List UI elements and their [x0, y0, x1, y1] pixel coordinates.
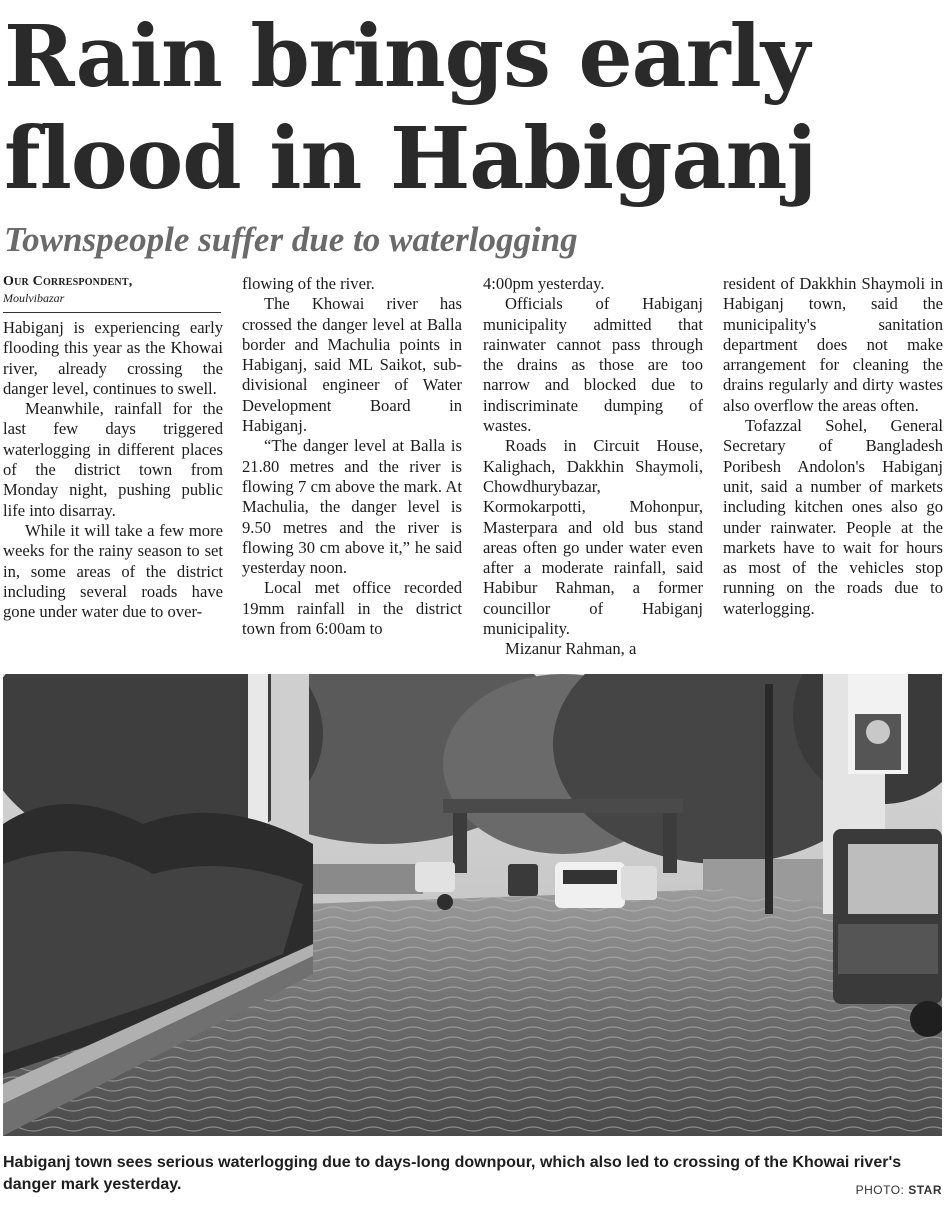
- headline: Rain brings early flood in Habiganj: [4, 7, 817, 209]
- paragraph: The Khowai river has crossed the danger level at Balla border and Machulia points in Habiganj, said ML Saikot, sub-divisional engineer of Water Development Board in Habiganj.: [242, 294, 462, 436]
- photo-credit-source: STAR: [908, 1183, 942, 1197]
- paragraph: 4:00pm yesterday.: [483, 274, 605, 293]
- paragraph: Meanwhile, rainfall for the last few days triggered waterlogging in different places of the district town from Monday night, pushing public life into disarray.: [3, 399, 223, 520]
- paragraph: Tofazzal Sohel, General Secretary of Bangladesh Poribesh Andolon's Habiganj unit, said a number of markets including kitchen ones also go under rainwater. People at the markets have to wait for hours as most of the vehicles stop running on the roads due to waterlogging.: [723, 416, 943, 618]
- paragraph: Roads in Circuit House, Kalighach, Dakkhin Shaymoli, Chowdhurybazar, Kormokarpotti, Mohonpur, Masterpara and old bus stand areas often go under water even after a moderate rainfall, said Habibur Rahman, a former councillor of Habiganj municipality.: [483, 436, 703, 639]
- photo-caption: Habiganj town sees serious waterlogging due to days-long downpour, which also led to crossing of the Khowai river's danger mark yesterday.: [3, 1154, 902, 1193]
- paragraph: flowing of the river.: [242, 274, 375, 293]
- news-photo: [3, 674, 942, 1136]
- paragraph: resident of Dakkhin Shaymoli in Habiganj town, said the municipality's sanitation department does not make arrangement for cleaning the drains regularly and dirty wastes also overflow the areas often.: [723, 274, 943, 415]
- article-column-3: [483, 274, 703, 662]
- photo-credit-label: PHOTO:: [855, 1183, 905, 1197]
- flooded-street-photo: [3, 674, 942, 1136]
- byline: Our Correspondent,: [3, 274, 133, 289]
- photo-credit: [856, 1183, 942, 1197]
- paragraph: Local met office recorded 19mm rainfall in the district town from 6:00am to: [242, 578, 462, 639]
- byline-divider: [3, 312, 221, 313]
- article-column-1: [3, 274, 223, 662]
- paragraph: Habiganj is experiencing early flooding this year as the Khowai river, already crossing the danger level, continues to swell.: [3, 318, 223, 398]
- paragraph: Mizanur Rahman, a: [505, 639, 637, 659]
- paragraph: “The danger level at Balla is 21.80 metres and the river is flowing 7 cm above the mark. At Machulia, the danger level is 9.50 metres and the river is flowing 30 cm above it,” he said yesterday noon.: [242, 436, 462, 578]
- subheadline: Townspeople suffer due to waterlogging: [4, 220, 578, 259]
- dateline: Moulvibazar: [3, 291, 65, 305]
- paragraph: Officials of Habiganj municipality admitted that rainwater cannot pass through the drains as those are too narrow and blocked due to indiscriminate dumping of wastes.: [483, 294, 703, 436]
- article-column-2: [242, 274, 462, 662]
- article-column-4: [723, 274, 943, 662]
- paragraph: While it will take a few more weeks for the rainy season to set in, some areas of the district including several roads have gone under water due to over-: [3, 520, 223, 622]
